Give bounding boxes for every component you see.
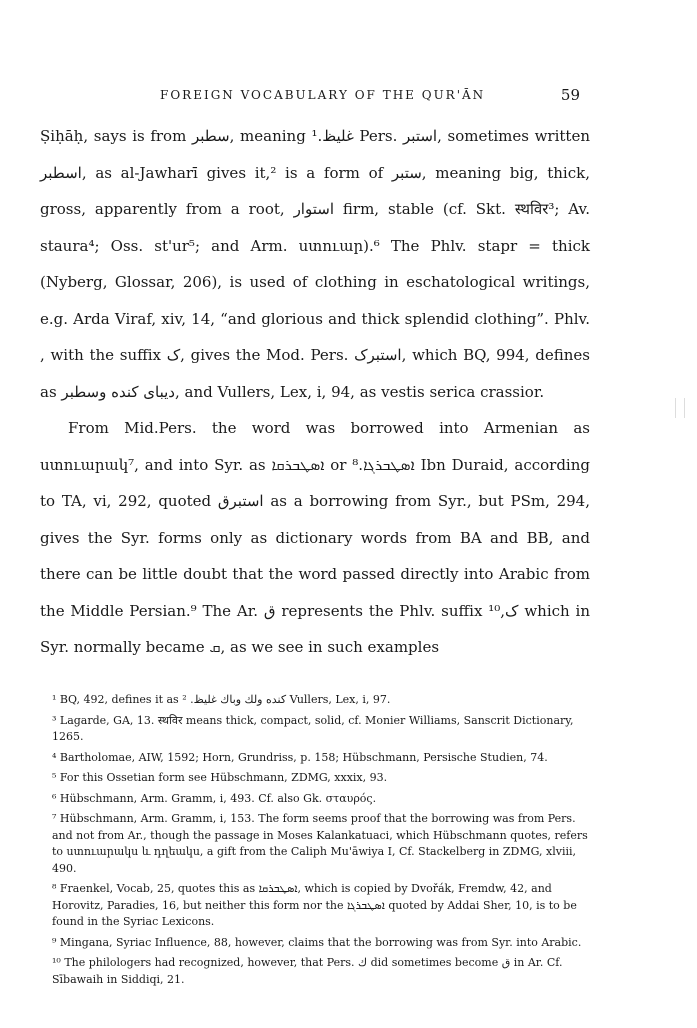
page-number: 59 [560,86,580,104]
footnote-9: ⁹ Mingana, Syriac Influence, 88, however, claims that the borrowing was from Syr. into Arabic. [52,935,582,949]
footnote-1-2: ¹ BQ, 492, defines it as کنده ولك وباك غليظ. ² Vullers, Lex, i, 97. [52,693,391,706]
footnote-3: ³ Lagarde, GA, 13. स्थविर means thick, compact, solid, cf. Monier Williams, Sanscrit Dictionary, 1265. [52,713,574,743]
footnotes [40,692,592,992]
running-title: FOREIGN VOCABULARY OF THE QUR'ĀN [160,88,486,102]
footnote-7: ⁷ Hübschmann, Arm. Gramm, i, 153. The form seems proof that the borrowing was from Pers. and not from Ar., though the passage in Moses Kalankatuaci, which Hübschmann quotes, refers to ստուարակս և դղեակս, a gift from the Caliph Mu'āwiya I, Cf. Stackelberg in ZDMG, xlviii, 490. [52,812,588,875]
scan-margin-mark [675,398,685,418]
footnote-10: ¹⁰ The philologers had recognized, however, that Pers. ك did sometimes become ق in Ar. Cf. Sībawaih in Siddiqi, 21. [52,956,563,986]
running-header [160,86,580,106]
main-text [40,118,590,666]
footnote-6: ⁶ Hübschmann, Arm. Gramm, i, 493. Cf. also Gk. σταυρός. [52,791,377,805]
footnote-5: ⁵ For this Ossetian form see Hübschmann, ZDMG, xxxix, 93. [52,771,388,784]
footnote-8: ⁸ Fraenkel, Vocab, 25, quotes this as ܐܣܛܒܪܩܐ, which is copied by Dvořák, Fremdw, 42, and Horovitz, Paradies, 16, but neither this form nor the ܐܣܛܒܪܓܐ quoted by Addai Sher, 10, is to be found in the Syriac Lexicons. [52,882,577,928]
paragraph-1: Ṣiḥāḥ, says is from سطبر, meaning غليظ.¹ Pers. استبر, sometimes written اسطبر, as al-Jawharī gives it,² is a form of ستبر, meaning big, thick, gross, apparently from a root, استوار firm, stable (cf. Skt. स्थविर³; Av. staura⁴; Oss. st'ur⁵; and Arm. ստուար).⁶ The Phlv. stapr = thick (Nyberg, Glossar, 206), is used of clothing in eschatological writings, e.g. Arda Viraf, xiv, 14, “and glorious and thick splendid clothing”. Phlv. , with the suffix ک, gives the Mod. Pers. استبرک, which BQ, 994, defines as دیبای کنده وسطبر, and Vullers, Lex, i, 94, as vestis serica crassior. [40,127,590,401]
paragraph-2: From Mid.Pers. the word was borrowed into Armenian as ստուարակ⁷, and into Syr. as ܐܣܛܒܪܩܐ or ܐܣܛܒܪܓܐ.⁸ Ibn Duraid, according to TA, vi, 292, quoted استبرق as a borrowing from Syr., but PSm, 294, gives the Syr. forms only as dictionary words from BA and BB, and there can be little doubt that the word passed directly into Arabic from the Middle Persian.⁹ The Ar. ق represents the Phlv. suffix ک,¹⁰ which in Syr. normally became ܩ, as we see in such examples [40,419,590,656]
footnote-4: ⁴ Bartholomae, AIW, 1592; Horn, Grundriss, p. 158; Hübschmann, Persische Studien, 74. [52,750,548,764]
